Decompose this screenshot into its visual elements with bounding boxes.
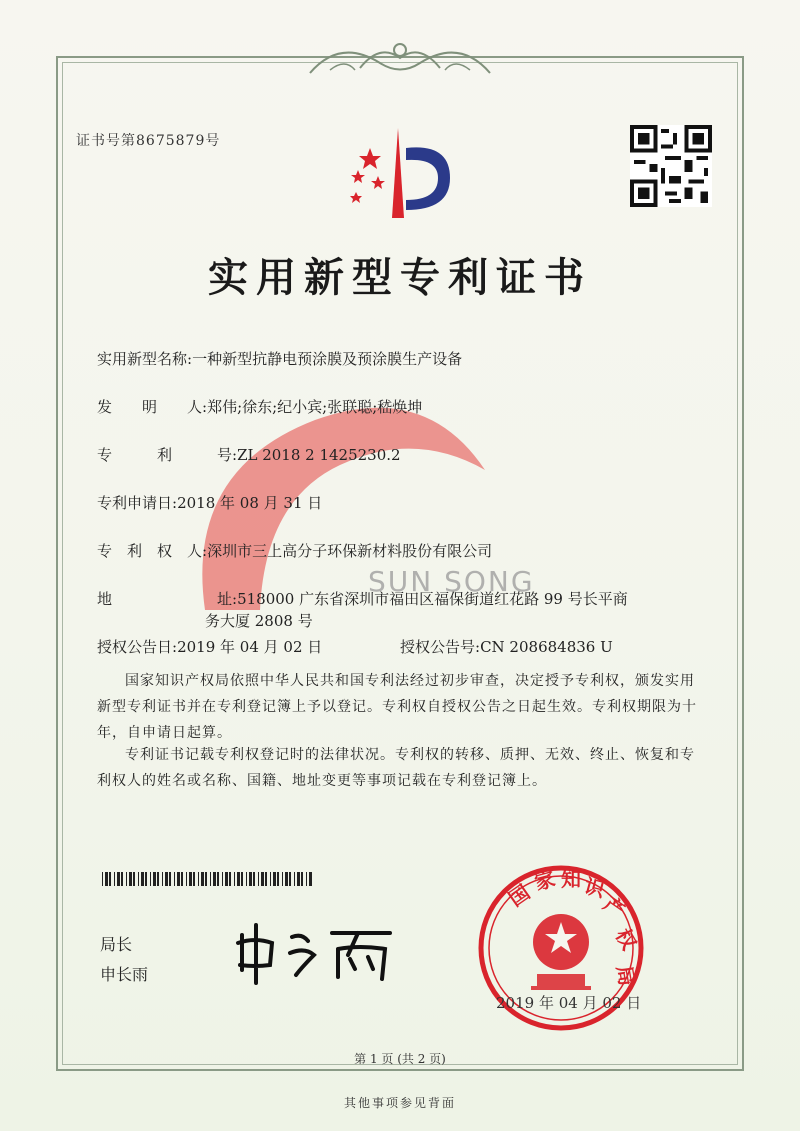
address-field-line2	[205, 610, 313, 631]
barcode-bar	[241, 872, 243, 886]
barcode-bar	[153, 872, 156, 886]
barcode-bar	[133, 872, 135, 886]
barcode-bar	[150, 872, 151, 886]
barcode-bar	[294, 872, 295, 886]
barcode-bar	[114, 872, 115, 886]
barcode-bar	[138, 872, 139, 886]
legal-status-paragraph: 专利证书记载专利权登记时的法律状况。专利权的转移、质押、无效、终止、恢复和专利权人的姓名或名称、国籍、地址变更等事项记载在专利登记簿上。	[97, 747, 695, 789]
filing-date-value: 2018 年 08 月 31 日	[177, 494, 323, 512]
barcode-bar	[253, 872, 255, 886]
barcode-bar	[210, 872, 211, 886]
grant-number-label: 授权公告号:	[400, 638, 481, 656]
svg-text:识: 识	[581, 873, 608, 903]
certificate-number-label: 证书号第	[76, 133, 136, 149]
barcode-bar	[309, 872, 312, 886]
inventor-value: 郑伟;徐东;纪小宾;张联聪;嵇焕坤	[207, 398, 423, 416]
top-ornament-icon	[300, 28, 500, 88]
svg-text:国: 国	[504, 879, 535, 912]
watermark-text: SUN SONG	[368, 565, 535, 598]
barcode-bar	[141, 872, 144, 886]
patentee-value: 深圳市三上高分子环保新材料股份有限公司	[207, 542, 493, 560]
filing-date-label: 专利申请日:	[97, 494, 178, 512]
barcode-bar	[306, 872, 307, 886]
certificate-number-suffix: 号	[205, 133, 221, 149]
barcode-bar	[237, 872, 240, 886]
svg-text:权: 权	[610, 924, 642, 954]
barcode-bar	[270, 872, 271, 886]
barcode-bar	[162, 872, 163, 886]
barcode-bar	[234, 872, 235, 886]
barcode-bar	[165, 872, 168, 886]
grant-date-label: 授权公告日:	[97, 638, 178, 656]
barcode-bar	[229, 872, 231, 886]
certificate-number-value: 8675879	[136, 133, 206, 149]
barcode-bar	[201, 872, 204, 886]
utility-model-name-field	[97, 348, 462, 369]
barcode-bar	[186, 872, 187, 886]
filing-date-field	[97, 492, 322, 513]
certificate-number	[76, 130, 220, 150]
barcode-bar	[282, 872, 283, 886]
back-side-note: 其他事项参见背面	[343, 1096, 456, 1110]
certificate-title: 实用新型专利证书	[208, 254, 592, 301]
address-label: 地 址:	[97, 590, 238, 608]
barcode-bar	[301, 872, 303, 886]
grant-number-value: CN 208684836 U	[480, 638, 613, 656]
patentee-field	[97, 540, 492, 561]
barcode-bar	[289, 872, 291, 886]
barcode-bar	[277, 872, 279, 886]
barcode-bar	[217, 872, 219, 886]
barcode-bar	[189, 872, 192, 886]
address-field	[97, 588, 628, 609]
barcode-bar	[249, 872, 252, 886]
barcode-bar	[105, 872, 108, 886]
handwritten-signature-icon	[230, 915, 400, 985]
svg-text:知: 知	[561, 867, 581, 891]
svg-text:家: 家	[532, 866, 558, 895]
barcode-bar	[261, 872, 264, 886]
barcode-bar	[157, 872, 159, 886]
utility-model-name-value: 一种新型抗静电预涂膜及预涂膜生产设备	[192, 350, 463, 368]
barcode-bar	[121, 872, 123, 886]
patentee-label: 专 利 权 人:	[97, 542, 208, 560]
svg-text:产: 产	[599, 891, 630, 923]
barcode-bar	[169, 872, 171, 886]
patent-number-label: 专 利 号:	[97, 446, 238, 464]
barcode-bar	[145, 872, 147, 886]
inventor-field	[97, 396, 422, 417]
barcode-bar	[285, 872, 288, 886]
barcode-bar	[109, 872, 111, 886]
barcode-bar	[273, 872, 276, 886]
barcode-bar	[198, 872, 199, 886]
barcode-bar	[222, 872, 223, 886]
patent-office-emblem-icon	[340, 118, 470, 228]
barcode-bar	[181, 872, 183, 886]
commissioner-title: 局长	[100, 935, 133, 954]
barcode-bar	[213, 872, 216, 886]
barcode-icon	[102, 872, 312, 886]
barcode-bar	[117, 872, 120, 886]
barcode-bar	[174, 872, 175, 886]
inventor-label: 发 明 人:	[97, 398, 208, 416]
grant-statement-paragraph: 国家知识产权局依照中华人民共和国专利法经过初步审查，决定授予专利权，颁发实用新型专利证书并在专利登记簿上予以登记。专利权自授权公告之日起生效。专利权期限为十年，自申请日起算。	[97, 673, 697, 741]
barcode-bar	[297, 872, 300, 886]
grant-date-field	[97, 636, 322, 657]
utility-model-name-label: 实用新型名称:	[97, 350, 193, 368]
seal-date: 2019 年 04 月 02 日	[496, 994, 642, 1012]
barcode-bar	[129, 872, 132, 886]
grant-date-value: 2019 年 04 月 02 日	[177, 638, 323, 656]
svg-text:局: 局	[612, 963, 640, 988]
address-value-line1: 518000 广东省深圳市福田区福保街道红花路 99 号长平商	[237, 590, 628, 608]
barcode-bar	[126, 872, 127, 886]
commissioner-name: 申长雨	[100, 965, 149, 984]
barcode-bar	[265, 872, 267, 886]
barcode-bar	[205, 872, 207, 886]
barcode-bar	[225, 872, 228, 886]
page-number: 第 1 页 (共 2 页)	[354, 1052, 446, 1066]
barcode-bar	[102, 872, 103, 886]
qr-code-icon	[630, 125, 712, 207]
patent-number-value: ZL 2018 2 1425230.2	[237, 446, 401, 464]
barcode-bar	[258, 872, 259, 886]
barcode-bar	[193, 872, 195, 886]
barcode-bar	[246, 872, 247, 886]
barcode-bar	[177, 872, 180, 886]
patent-number-field	[97, 444, 401, 465]
address-value-line2: 务大厦 2808 号	[205, 612, 313, 630]
grant-number-field	[400, 636, 613, 657]
